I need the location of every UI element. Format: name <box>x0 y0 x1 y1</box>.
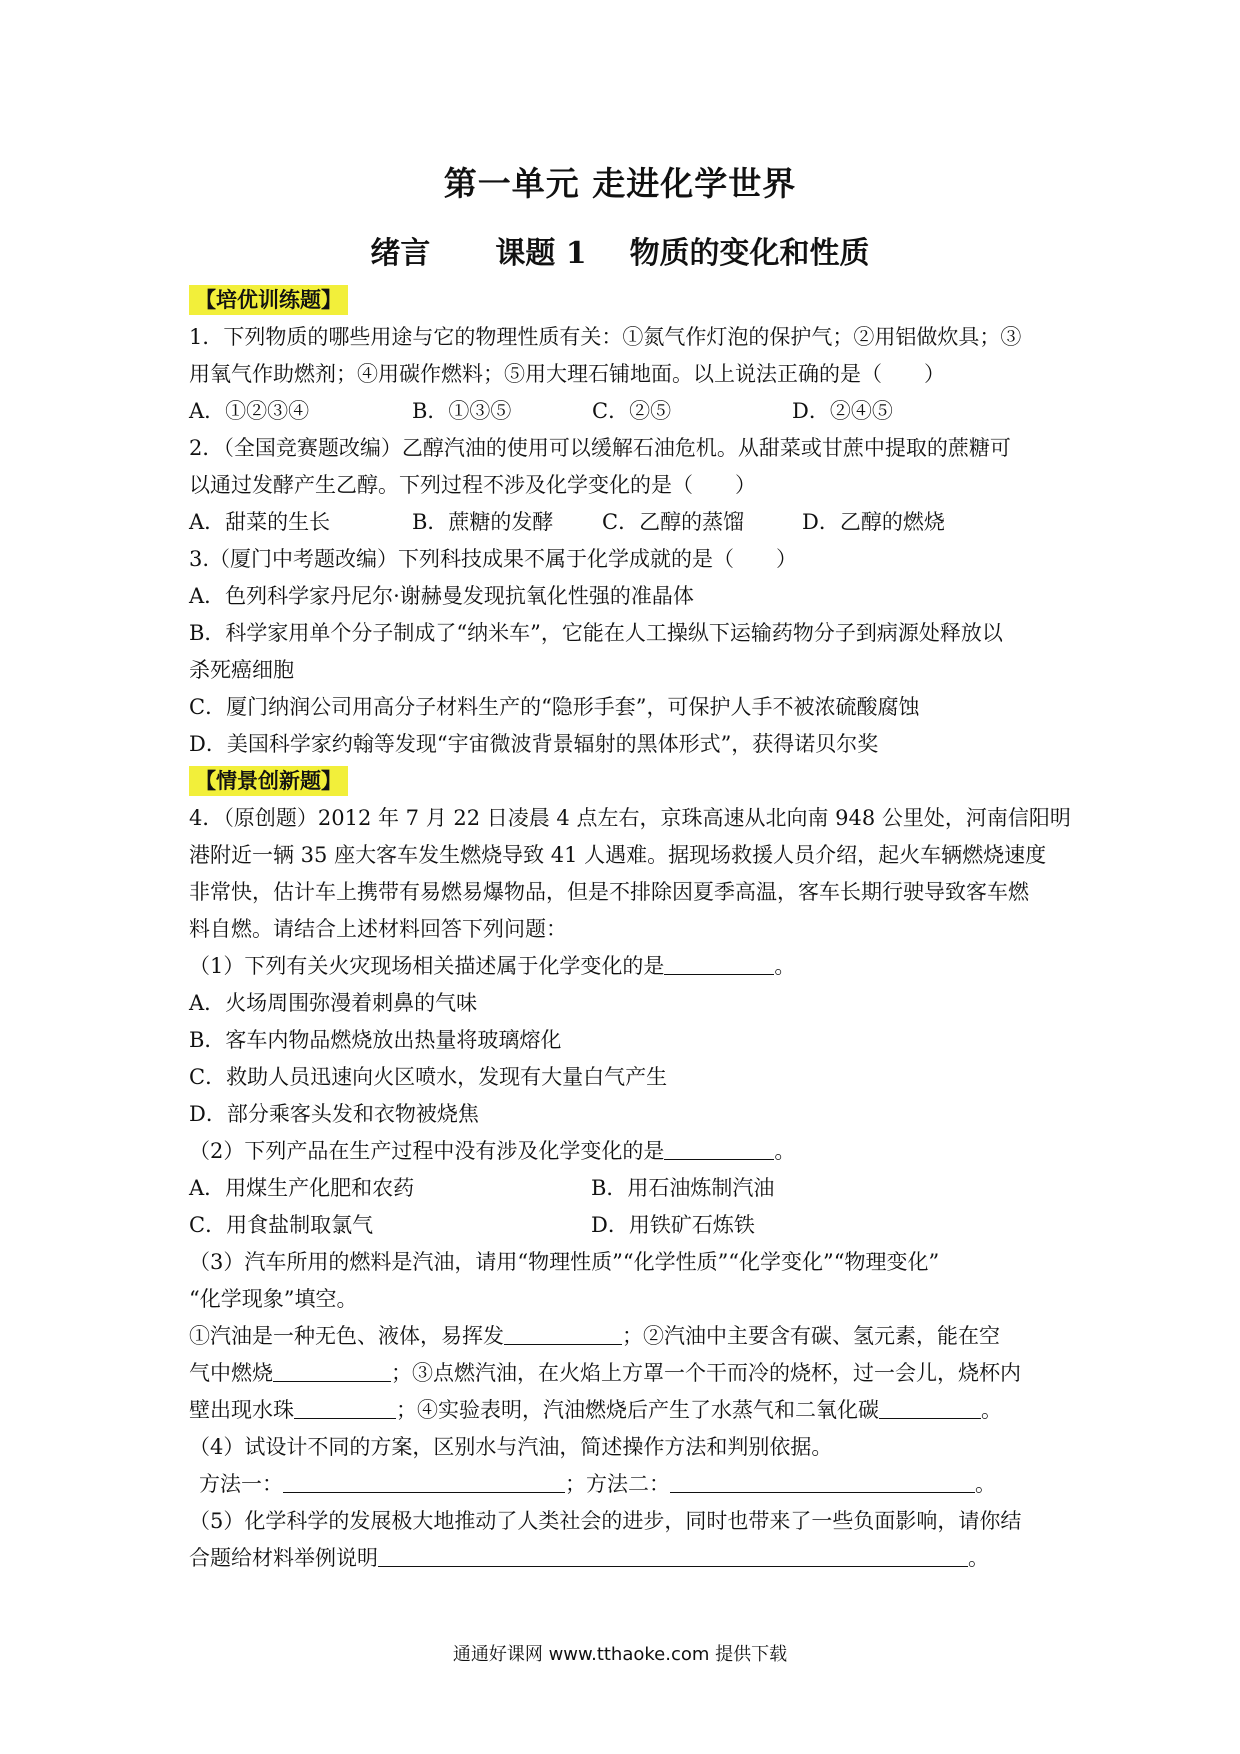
document-body <box>189 282 1071 1577</box>
q4-part3-fill-line2 <box>189 1355 1059 1392</box>
q4-part2-options-row2 <box>189 1207 1059 1244</box>
q2-options <box>189 504 1059 541</box>
q4-part5-period: 。 <box>968 1546 989 1570</box>
q4-part3-s4: ；③点燃汽油，在火焰上方罩一个干而冷的烧杯，过一会儿，烧杯内 <box>391 1361 1021 1385</box>
q4-methods-period: 。 <box>975 1472 996 1496</box>
q4-part3-blank1[interactable] <box>504 1322 622 1345</box>
q2-option-a: A．甜菜的生长 <box>189 510 331 534</box>
q4-method1-label: 方法一： <box>199 1472 283 1496</box>
q1-option-a: A．①②③④ <box>189 399 310 423</box>
q4-stem-line4: 料自燃。请结合上述材料回答下列问题： <box>189 917 567 941</box>
unit-title: 第一单元 走进化学世界 <box>443 164 797 203</box>
q4-part5-line1: （5）化学科学的发展极大地推动了人类社会的进步，同时也带来了一些负面影响，请你结 <box>189 1509 1022 1533</box>
q3-option-a: A．色列科学家丹尼尔·谢赫曼发现抗氧化性强的准晶体 <box>189 584 694 608</box>
q4-part3-fill-line3 <box>189 1392 1059 1429</box>
q4-part1-option-b: B．客车内物品燃烧放出热量将玻璃熔化 <box>189 1028 562 1052</box>
subtitle-intro: 绪言 <box>370 236 431 271</box>
q4-part1 <box>189 948 1059 985</box>
q3-option-b-line1: B．科学家用单个分子制成了“纳米车”，它能在人工操纵下运输药物分子到病源处释放以 <box>189 621 1003 645</box>
q4-stem-line1: 4．（原创题）2012 年 7 月 22 日凌晨 4 点左右，京珠高速从北向南 948 公里处，河南信阳明 <box>189 806 1071 830</box>
q1-option-d: D．②④⑤ <box>792 399 893 423</box>
q4-part4: （4）试设计不同的方案，区别水与汽油，简述操作方法和判别依据。 <box>189 1435 833 1459</box>
q1-option-c: C．②⑤ <box>592 399 672 423</box>
q2-stem-line1: 2．（全国竞赛题改编）乙醇汽油的使用可以缓解石油危机。从甜菜或甘蔗中提取的蔗糖可 <box>189 436 1011 460</box>
q4-part1-text: （1）下列有关火灾现场相关描述属于化学变化的是 <box>189 954 665 978</box>
q4-method1-blank[interactable] <box>283 1470 565 1493</box>
q2-stem-line2: 以通过发酵产生乙醇。下列过程不涉及化学变化的是（ ） <box>189 473 756 497</box>
q2-option-c: C．乙醇的蒸馏 <box>602 510 745 534</box>
q4-part2-options-row1 <box>189 1170 1059 1207</box>
q4-part3-s2: ；②汽油中主要含有碳、氢元素，能在空 <box>622 1324 1000 1348</box>
q1-stem-line2: 用氧气作助燃剂；④用碳作燃料；⑤用大理石铺地面。以上说法正确的是（ ） <box>189 362 945 386</box>
subtitle-lesson-number: 课题 1 <box>495 236 587 271</box>
q4-part1-blank[interactable] <box>664 952 774 975</box>
q1-stem-line1: 1．下列物质的哪些用途与它的物理性质有关：①氮气作灯泡的保护气；②用铝做炊具；③ <box>189 325 1022 349</box>
q4-part1-option-a: A．火场周围弥漫着刺鼻的气味 <box>189 991 478 1015</box>
q3-option-b-line2: 杀死癌细胞 <box>189 658 294 682</box>
lesson-title <box>0 228 1240 272</box>
q4-stem-line2: 港附近一辆 35 座大客车发生燃烧导致 41 人遇难。据现场救援人员介绍，起火车辆燃烧速度 <box>189 843 1047 867</box>
q4-part3-blank2[interactable] <box>273 1359 391 1382</box>
q1-options <box>189 393 1059 430</box>
q1-option-b: B．①③⑤ <box>412 399 512 423</box>
q4-part3-s3: 气中燃烧 <box>189 1361 273 1385</box>
q4-part5-blank[interactable] <box>378 1544 968 1567</box>
q4-part3-s5: 壁出现水珠 <box>189 1398 294 1422</box>
section-tag-scenario: 【情景创新题】 <box>189 766 348 796</box>
q4-part2 <box>189 1133 1059 1170</box>
q4-part1-option-d: D．部分乘客头发和衣物被烧焦 <box>189 1102 479 1126</box>
q4-part2-option-c: C．用食盐制取氯气 <box>189 1213 374 1237</box>
q4-part1-option-c: C．救助人员迅速向火区喷水，发现有大量白气产生 <box>189 1065 668 1089</box>
q4-part5-text: 合题给材料举例说明 <box>189 1546 378 1570</box>
q4-part3-s6: ；④实验表明，汽油燃烧后产生了水蒸气和二氧化碳 <box>396 1398 879 1422</box>
q4-part3-blank3[interactable] <box>294 1396 396 1419</box>
q4-method2-label: ；方法二： <box>565 1472 670 1496</box>
subtitle-topic: 物质的变化和性质 <box>629 236 870 271</box>
q4-part3-line1: （3）汽车所用的燃料是汽油，请用“物理性质”“化学性质”“化学变化”“物理变化” <box>189 1250 940 1274</box>
q4-part3-line2: “化学现象”填空。 <box>189 1287 358 1311</box>
q4-part2-period: 。 <box>774 1139 796 1163</box>
page-footer: 通通好课网 www.tthaoke.com 提供下载 <box>452 1644 788 1665</box>
section-tag-training: 【培优训练题】 <box>189 285 348 315</box>
q2-option-d: D．乙醇的燃烧 <box>802 510 945 534</box>
q4-part3-fill-line1 <box>189 1318 1059 1355</box>
q2-option-b: B．蔗糖的发酵 <box>412 510 554 534</box>
q4-part2-option-b: B．用石油炼制汽油 <box>591 1176 775 1200</box>
q3-option-d: D．美国科学家约翰等发现“宇宙微波背景辐射的黑体形式”，获得诺贝尔奖 <box>189 732 879 756</box>
q4-part3-blank4[interactable] <box>879 1396 981 1419</box>
q4-part2-option-a: A．用煤生产化肥和农药 <box>189 1176 415 1200</box>
q4-method2-blank[interactable] <box>670 1470 975 1493</box>
q4-part4-methods <box>189 1466 1059 1503</box>
q3-option-c: C．厦门纳润公司用高分子材料生产的“隐形手套”，可保护人手不被浓硫酸腐蚀 <box>189 695 920 719</box>
q4-part1-period: 。 <box>774 954 796 978</box>
section-tag-row <box>189 763 1059 800</box>
q4-part2-option-d: D．用铁矿石炼铁 <box>591 1213 755 1237</box>
section-tag-row <box>189 282 1059 319</box>
q4-part2-text: （2）下列产品在生产过程中没有涉及化学变化的是 <box>189 1139 665 1163</box>
q4-part5-line2 <box>189 1540 1059 1577</box>
q3-stem: 3.（厦门中考题改编）下列科技成果不属于化学成就的是（ ） <box>189 547 798 571</box>
q4-part3-period: 。 <box>981 1398 1002 1422</box>
q4-part2-blank[interactable] <box>664 1137 774 1160</box>
q4-stem-line3: 非常快，估计车上携带有易燃易爆物品，但是不排除因夏季高温，客车长期行驶导致客车燃 <box>189 880 1029 904</box>
q4-part3-s1: ①汽油是一种无色、液体，易挥发 <box>189 1324 504 1348</box>
